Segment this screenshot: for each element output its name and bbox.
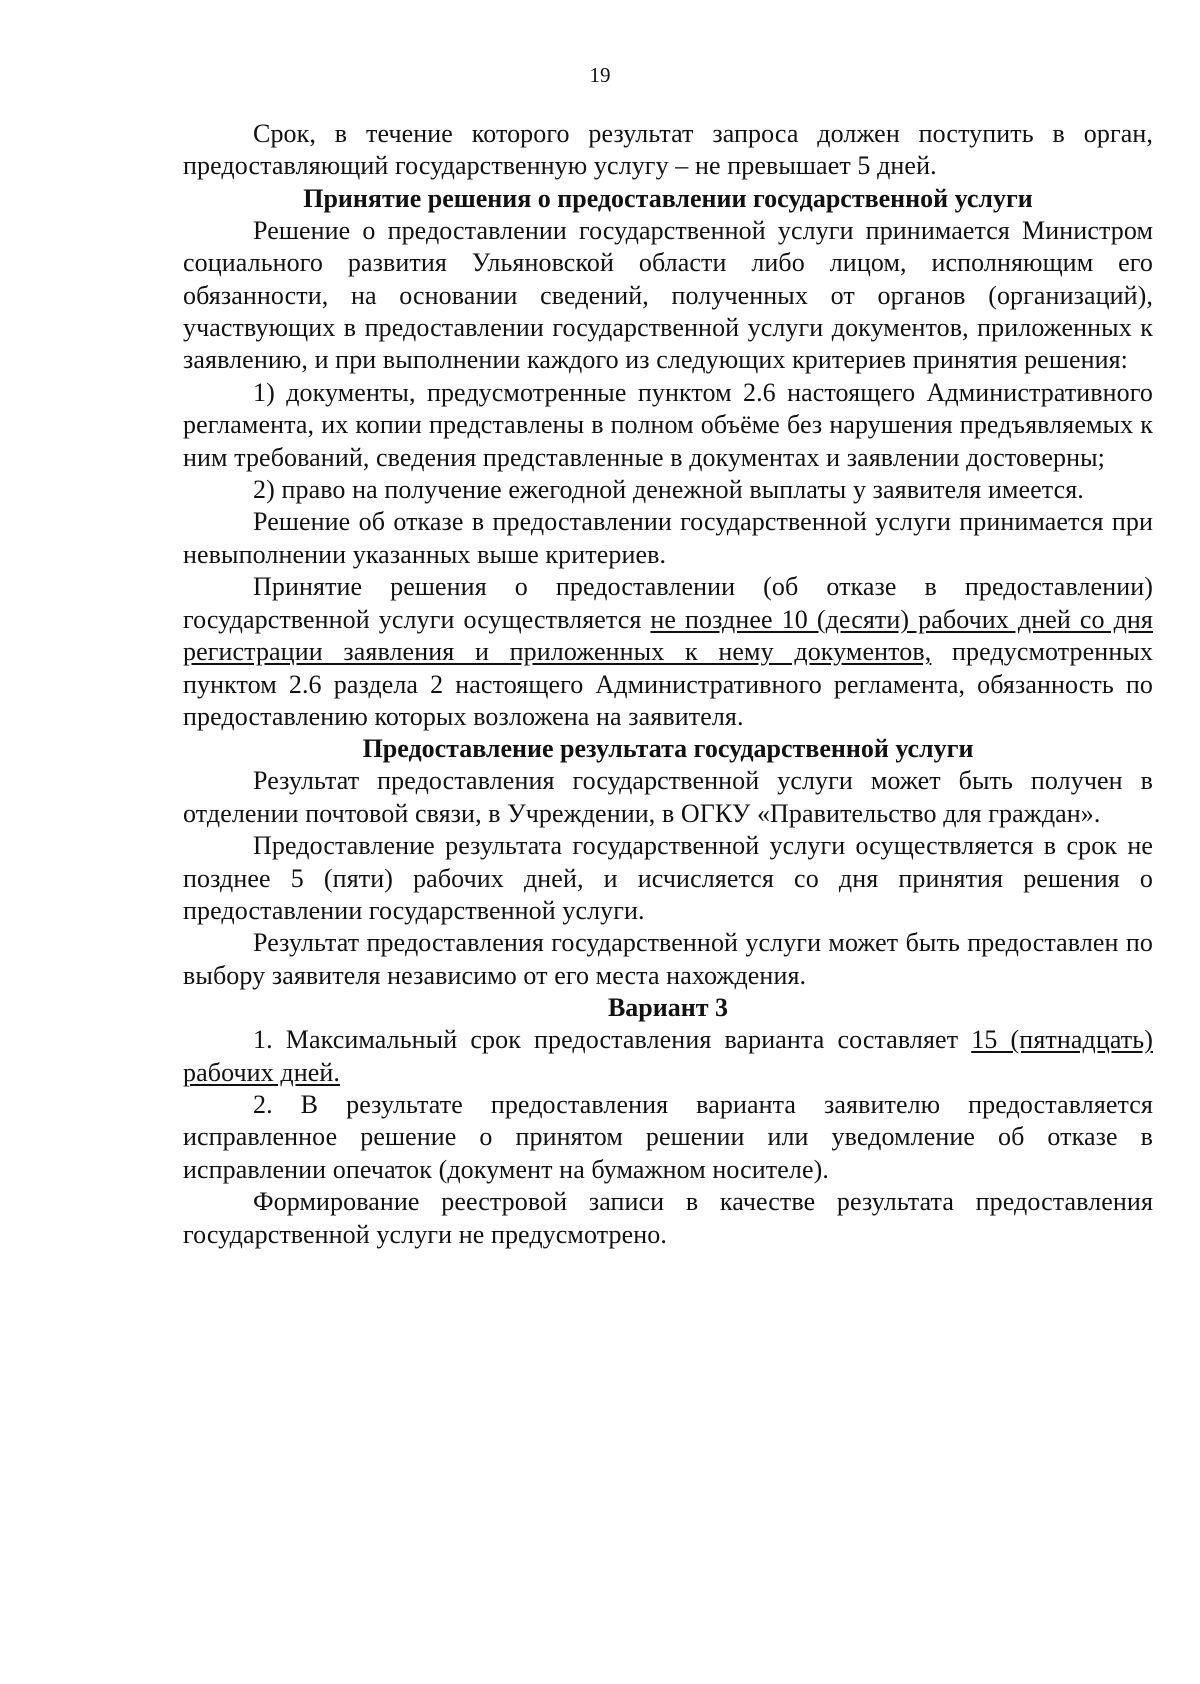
decision-term-deadline: не позднее 10 (десяти) рабочих дней со дня регистрации заявления и приложенных к нему документов, [183, 604, 1153, 667]
paragraph-variant-result: 2. В результате предоставления варианта заявителю предоставляется исправленное решение о принятом решении или уведомление об отказе в исправлении опечаток (документ на бумажном носителе). [183, 1089, 1153, 1184]
section-heading-variant-3: Вариант 3 [607, 993, 729, 1023]
paragraph-decision-term [183, 571, 1153, 733]
section-heading-result: Предоставление результата государственной услуги [362, 734, 974, 764]
paragraph-criterion-1: 1) документы, предусмотренные пунктом 2.6 настоящего Административного регламента, их копии представлены в полном объёме без нарушения предъявляемых к ним требований, сведения представленные в документах и заявлении достоверны; [183, 377, 1153, 472]
paragraph-decision-maker: Решение о предоставлении государственной услуги принимается Министром социального развития Ульяновской области либо лицом, исполняющим его обязанности, на основании сведений, полученных от органов (организаций), участвующих в предоставлении государственной услуги документов, приложенных к заявлению, и при выполнении каждого из следующих критериев принятия решения: [183, 215, 1153, 375]
paragraph-criterion-2: 2) право на получение ежегодной денежной выплаты у заявителя имеется. [253, 475, 1084, 505]
decision-term-intro: Принятие решения о предоставлении (об отказе в предоставлении) государственной услуги осуществляется [183, 572, 1153, 634]
variant-term-intro: 1. Максимальный срок предоставления варианта составляет [253, 1025, 972, 1055]
paragraph-refusal: Решение об отказе в предоставлении государственной услуги принимается при невыполнении указанных выше критериев. [183, 507, 1153, 569]
page-number: 19 [589, 63, 611, 87]
document-body [183, 118, 1153, 1251]
paragraph-result-choice: Результат предоставления государственной услуги может быть предоставлен по выбору заявителя независимо от его места нахождения. [183, 928, 1153, 990]
variant-term-days: 15 (пятнадцать) рабочих дней. [183, 1025, 1153, 1087]
paragraph-request-term: Срок, в течение которого результат запроса должен поступить в орган, предоставляющий государственную услугу – не превышает 5 дней. [183, 119, 1153, 181]
decision-term-rest: предусмотренных пунктом 2.6 раздела 2 настоящего Административного регламента, обязанность по предоставлению которых возложена на заявителя. [183, 637, 1153, 731]
paragraph-variant-max-term [183, 1024, 1153, 1089]
section-heading-decision: Принятие решения о предоставлении государственной услуги [303, 183, 1033, 213]
paragraph-registry-record: Формирование реестровой записи в качестве результата предоставления государственной услуги не предусмотрено. [183, 1187, 1153, 1249]
paragraph-result-place: Результат предоставления государственной услуги может быть получен в отделении почтовой связи, в Учреждении, в ОГКУ «Правительство для граждан». [183, 766, 1153, 828]
paragraph-result-term: Предоставление результата государственной услуги осуществляется в срок не позднее 5 (пяти) рабочих дней, и исчисляется со дня принятия решения о предоставлении государственной услуги. [183, 831, 1153, 925]
